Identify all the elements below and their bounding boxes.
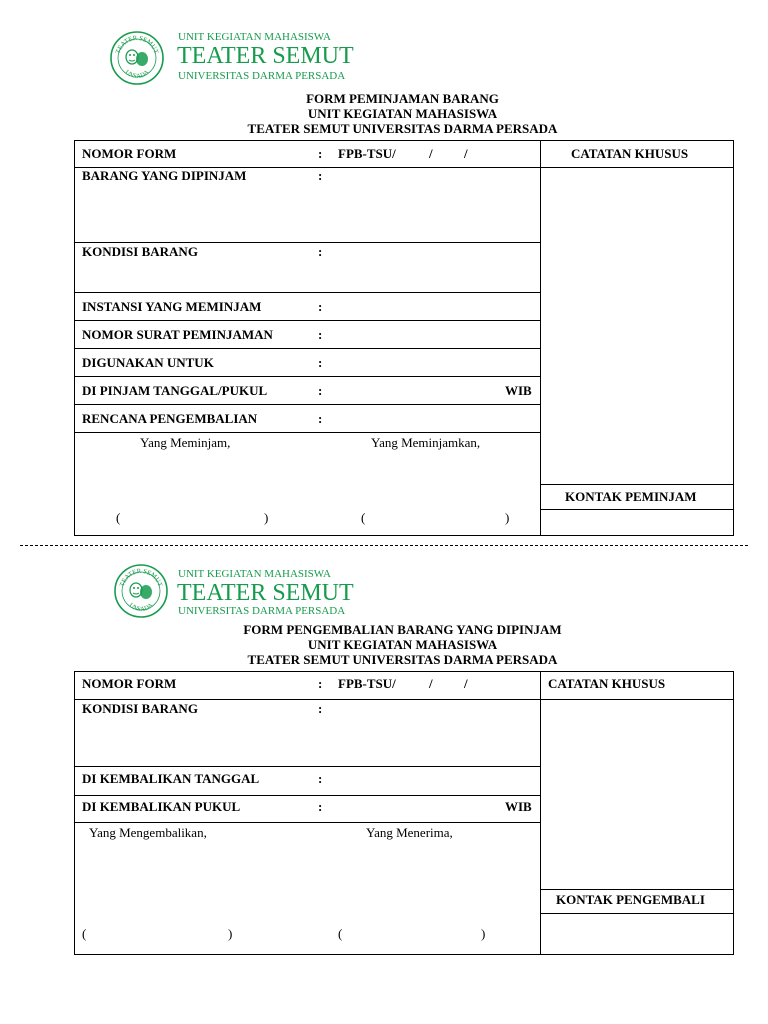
- colon: :: [318, 355, 323, 370]
- colon: :: [318, 799, 323, 814]
- row-divider: [74, 242, 540, 243]
- wib-label: WIB: [505, 799, 532, 814]
- form2-title-line1: FORM PENGEMBALIAN BARANG YANG DIPINJAM: [243, 622, 562, 637]
- row-divider: [540, 509, 734, 510]
- row-divider: [540, 889, 734, 890]
- form-number-prefix: FPB-TSU/: [338, 676, 396, 691]
- form2-title-line3: TEATER SEMUT UNIVERSITAS DARMA PERSADA: [247, 652, 558, 667]
- row-divider: [74, 404, 540, 405]
- org-name: TEATER SEMUT: [177, 43, 354, 69]
- label-nomor-form: NOMOR FORM: [82, 676, 177, 691]
- row-divider: [74, 320, 540, 321]
- colon: :: [318, 676, 323, 691]
- label-instansi: INSTANSI YANG MEMINJAM: [82, 299, 262, 314]
- label-rencana-pengembalian: RENCANA PENGEMBALIAN: [82, 411, 258, 426]
- label-barang-dipinjam: BARANG YANG DIPINJAM: [82, 168, 247, 183]
- notes-header: CATATAN KHUSUS: [571, 146, 689, 161]
- form-number-slash: /: [429, 146, 433, 161]
- teater-semut-logo: [113, 563, 169, 619]
- label-dikembalikan-tanggal: DI KEMBALIKAN TANGGAL: [82, 771, 260, 786]
- colon: :: [318, 168, 323, 183]
- colon: :: [318, 383, 323, 398]
- colon: :: [318, 771, 323, 786]
- row-divider: [74, 699, 540, 700]
- signature-paren-open: (: [82, 926, 87, 941]
- cut-line: [20, 545, 748, 546]
- notes-header: CATATAN KHUSUS: [548, 676, 666, 691]
- signature-paren-open: (: [116, 510, 121, 525]
- label-nomor-form: NOMOR FORM: [82, 146, 177, 161]
- form2-title-line2: UNIT KEGIATAN MAHASISWA: [307, 637, 498, 652]
- colon: :: [318, 299, 323, 314]
- form-number-slash: /: [464, 676, 468, 691]
- colon: :: [318, 327, 323, 342]
- signature-paren-open: (: [361, 510, 366, 525]
- form1-title-line3: TEATER SEMUT UNIVERSITAS DARMA PERSADA: [247, 121, 558, 136]
- label-kondisi-barang: KONDISI BARANG: [82, 244, 198, 259]
- row-divider: [540, 484, 734, 485]
- column-divider: [540, 140, 541, 536]
- label-dikembalikan-pukul: DI KEMBALIKAN PUKUL: [82, 799, 241, 814]
- contact-header: KONTAK PENGEMBALI: [556, 892, 705, 907]
- row-divider: [540, 167, 734, 168]
- colon: :: [318, 244, 323, 259]
- row-divider: [74, 292, 540, 293]
- label-kondisi-barang: KONDISI BARANG: [82, 701, 198, 716]
- org-university: UNIVERSITAS DARMA PERSADA: [178, 605, 346, 617]
- form1-title-line1: FORM PEMINJAMAN BARANG: [306, 91, 499, 106]
- colon: :: [318, 701, 323, 716]
- org-unit-label: UNIT KEGIATAN MAHASISWA: [178, 568, 331, 580]
- row-divider: [74, 432, 540, 433]
- wib-label: WIB: [505, 383, 532, 398]
- org-university: UNIVERSITAS DARMA PERSADA: [178, 70, 346, 82]
- signature-returner-label: Yang Mengembalikan,: [89, 825, 207, 840]
- teater-semut-logo: [109, 30, 165, 86]
- row-divider: [540, 913, 734, 914]
- signature-paren-open: (: [338, 926, 343, 941]
- signature-paren-close: ): [481, 926, 486, 941]
- form-number-slash: /: [464, 146, 468, 161]
- logo-text-bottom: UNSADA: [123, 68, 151, 81]
- logo-text-top: TEATER SEMUT: [118, 567, 164, 588]
- logo-text-bottom: UNSADA: [127, 601, 155, 614]
- row-divider: [74, 822, 540, 823]
- signature-lender-label: Yang Meminjamkan,: [371, 435, 481, 450]
- contact-header: KONTAK PEMINJAM: [565, 489, 697, 504]
- label-dipinjam-tanggal: DI PINJAM TANGGAL/PUKUL: [82, 383, 268, 398]
- signature-paren-close: ): [228, 926, 233, 941]
- signature-receiver-label: Yang Menerima,: [366, 825, 453, 840]
- row-divider: [74, 766, 540, 767]
- colon: :: [318, 146, 323, 161]
- form-number-prefix: FPB-TSU/: [338, 146, 396, 161]
- signature-paren-close: ): [505, 510, 510, 525]
- row-divider: [74, 348, 540, 349]
- label-nomor-surat: NOMOR SURAT PEMINJAMAN: [82, 327, 273, 342]
- form-number-slash: /: [429, 676, 433, 691]
- colon: :: [318, 411, 323, 426]
- row-divider: [74, 795, 540, 796]
- row-divider: [74, 376, 540, 377]
- signature-paren-close: ): [264, 510, 269, 525]
- org-name: TEATER SEMUT: [177, 580, 354, 606]
- row-divider: [540, 699, 734, 700]
- svg-text:UNSADA: [124, 69, 151, 80]
- label-digunakan-untuk: DIGUNAKAN UNTUK: [82, 355, 214, 370]
- org-unit-label: UNIT KEGIATAN MAHASISWA: [178, 31, 331, 43]
- signature-borrower-label: Yang Meminjam,: [140, 435, 231, 450]
- form1-title-line2: UNIT KEGIATAN MAHASISWA: [307, 106, 498, 121]
- svg-text:UNSADA: [128, 602, 155, 613]
- logo-text-top: TEATER SEMUT: [114, 34, 160, 55]
